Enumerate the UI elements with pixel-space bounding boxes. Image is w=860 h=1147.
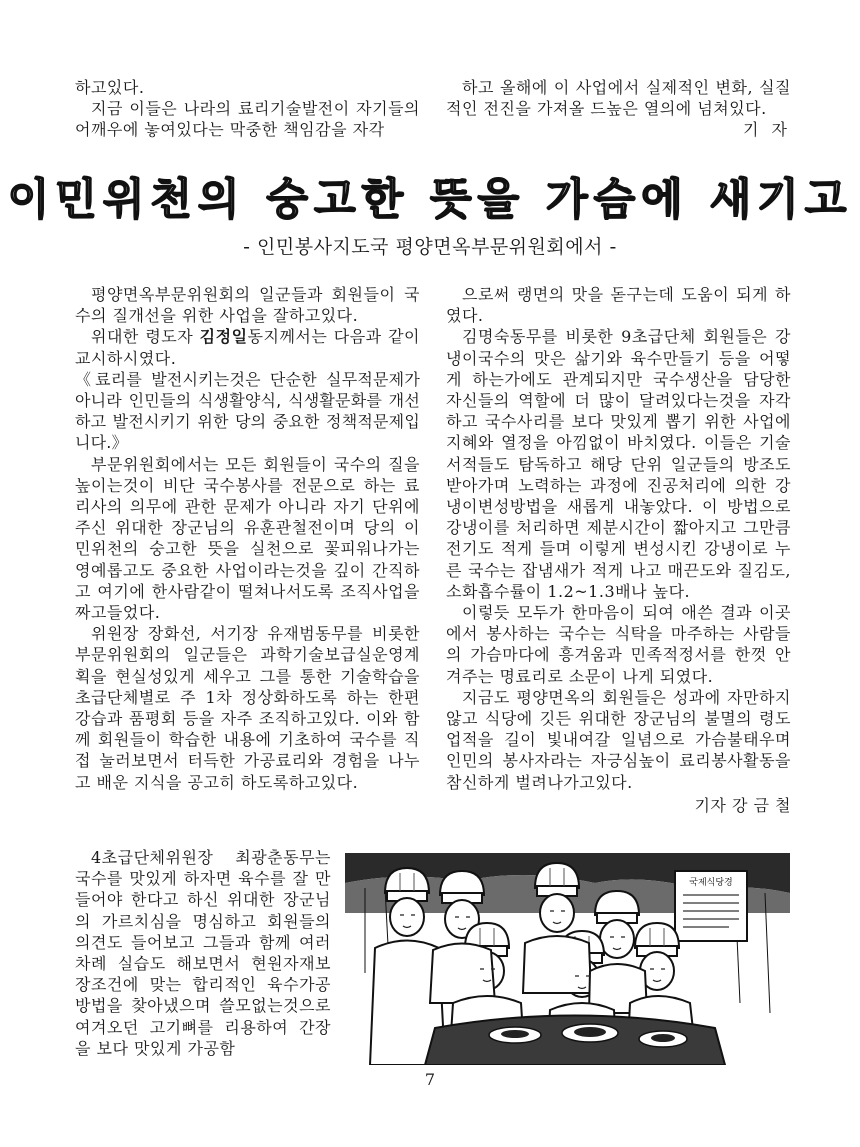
paragraph: 4초급단체위원장 최광춘동무는 국수를 맛있게 하자면 육수를 잘 만들어야 한다고 하신 위대한 장군님의 가르치심을 명심하고 회원들의 의견도 들어보고 그들과 함께 여러차례 실습도 해보면서 현원자재보장조건에 맞는 합리적인 육수가공방법을 찾아냈으며 쓸모없는것으로 여겨오던 고기뼈를 리용하여 간장을 보다 맛있게 가공함 [75, 848, 331, 1058]
cooks-illustration [345, 853, 790, 1065]
paragraph: 지금도 평양면옥의 회원들은 성과에 자만하지 않고 식당에 깃든 위대한 장군님의 불멸의 령도업적을 길이 빛내여갈 일념으로 가슴불태우며 인민의 봉사자라는 자긍심높이 료리봉사활동을 참신하게 벌려나가고있다. [446, 687, 791, 792]
article-column-left [75, 284, 420, 793]
byline: 기자 강 금 철 [694, 795, 791, 815]
paragraph: 지금 이들은 나라의 료리기술발전이 자기들의 어깨우에 놓여있다는 막중한 책임감을 자각 [75, 99, 420, 140]
paragraph: 위원장 장화선, 서기장 유재범동무를 비롯한 부문위원회의 일군들은 과학기술보급실운영계획을 현실성있게 세우고 그를 통한 기술학습을 초급단체별로 주 1차 정상화하도록 하는 한편 강습과 품평회 등을 자주 조직하고있다. 이와 함께 회원들이 학습한 내용에 기초하여 국수를 직접 눌러보면서 터득한 가공료리와 경험을 나누고 배운 지식을 공고히 하도록하고있다. [75, 624, 420, 792]
top-right-column [446, 77, 791, 141]
paragraph: 김명숙동무를 비롯한 9초급단체 회원들은 강냉이국수의 맛은 삶기와 육수만들기 등을 어떻게 하는가에도 관계되지만 국수생산을 담당한 자신들의 역할에 더 많이 달려있다는것을 자각하고 국수사리를 보다 맛있게 뽑기 위한 사업에 지혜와 열정을 아낌없이 바치였다. 이들은 기술서적들도 탐독하고 해당 단위 일군들의 방조도 받아가며 노력하는 과정에 진공처리에 의한 강냉이변성방법을 새롭게 내놓았다. 이 방법으로 강냉이를 처리하면 제분시간이 짧아지고 그만큼 전기도 적게 들며 이렇게 변성시킨 강냉이로 누른 국수는 잡냄새가 적게 나고 매끈도와 질김도, 소화흡수률이 1.2~1.3배나 높다. [446, 327, 791, 601]
poster-title: 국제식당경 [689, 878, 733, 888]
paragraph: 으로써 랭면의 맛을 돋구는데 도움이 되게 하였다. [446, 285, 791, 326]
article-column-left-lower [75, 847, 331, 1059]
paragraph: 하고 올해에 이 사업에서 실제적인 변화, 실질적인 전진을 가져올 드높은 열의에 넘쳐있다. [446, 78, 791, 119]
text-span: 동지께서는 다음과 같이 교시하시였다. [75, 327, 420, 368]
byline: 기 자 [743, 120, 791, 140]
paragraph: 평양면옥부문위원회의 일군들과 회원들이 국수의 질개선을 위한 사업을 잘하고있다. [75, 285, 420, 326]
leader-name: 김정일 [199, 327, 248, 347]
paragraph [75, 326, 420, 368]
paragraph: 이렇듯 모두가 한마음이 되여 애쓴 결과 이곳에서 봉사하는 국수는 식탁을 마주하는 사람들의 가슴마다에 흥겨움과 민족적정서를 한껏 안겨주는 명료리로 소문이 나게 되였다. [446, 603, 791, 686]
top-left-column [75, 77, 420, 141]
subtitle: - 인민봉사지도국 평양면옥부문위원회에서 - [243, 236, 617, 258]
page-number: 7 [424, 1070, 436, 1089]
text-span: 위대한 령도자 [91, 327, 200, 347]
paragraph: 하고있다. [75, 78, 145, 97]
quotation: 《료리를 발전시키는것은 단순한 실무적문제가 아니라 인민들의 식생활양식, 식생활문화를 개선하고 발전시키기 위한 당의 중요한 정책적문제입니다.》 [75, 369, 420, 453]
headline: 이민위천의 숭고한 뜻을 가슴에 새기고 [7, 175, 853, 225]
paragraph: 부문위원회에서는 모든 회원들이 국수의 질을 높이는것이 비단 국수봉사를 전문으로 하는 료리사의 의무에 관한 문제가 아니라 자기 단위에 주신 위대한 장군님의 유훈관철전이며 당의 이민위천의 숭고한 뜻을 실천으로 꽃피워나가는 영예롭고도 중요한 사업이라는것을 깊이 간직하고 여기에 한사람같이 떨쳐나서도록 조직사업을 짜고들었다. [75, 454, 420, 623]
article-column-right [446, 284, 791, 816]
